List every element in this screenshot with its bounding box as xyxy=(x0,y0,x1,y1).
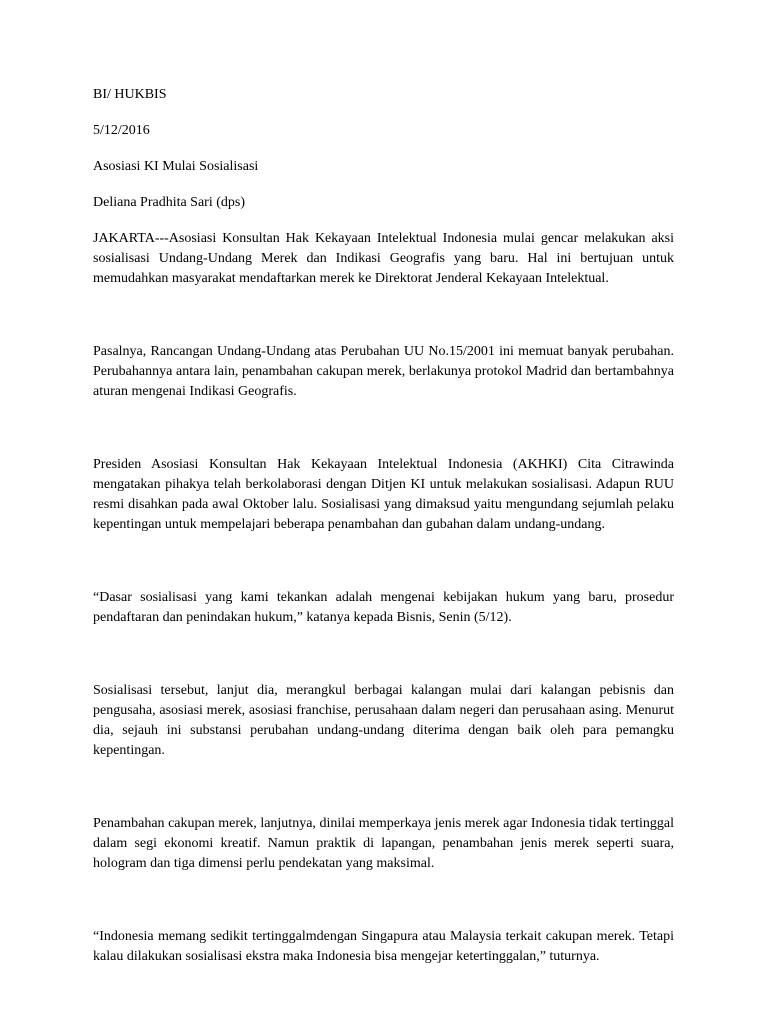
document-body xyxy=(93,85,674,967)
paragraph-7: “Indonesia memang sedikit tertinggalmdengan Singapura atau Malaysia terkait cakupan merek. Tetapi kalau dilakukan sosialisasi ekstra maka Indonesia bisa mengejar ketertinggalan,” tuturnya. xyxy=(93,929,674,964)
date-label: 5/12/2016 xyxy=(93,123,150,138)
author-byline: Deliana Pradhita Sari (dps) xyxy=(93,195,246,210)
paragraph-6: Penambahan cakupan merek, lanjutnya, dinilai memperkaya jenis merek agar Indonesia tidak tertinggal dalam segi ekonomi kreatif. Namun praktik di lapangan, penambahan jenis merek seperti suara, hologram dan tiga dimensi perlu pendekatan yang maksimal. xyxy=(93,816,674,871)
paragraph-1: JAKARTA---Asosiasi Konsultan Hak Kekayaan Intelektual Indonesia mulai gencar melakukan aksi sosialisasi Undang-Undang Merek dan Indikasi Geografis yang baru. Hal ini bertujuan untuk memudahkan masyarakat mendaftarkan merek ke Direktorat Jenderal Kekayaan Intelektual. xyxy=(93,231,674,286)
paragraph-2: Pasalnya, Rancangan Undang-Undang atas Perubahan UU No.15/2001 ini memuat banyak perubahan. Perubahannya antara lain, penambahan cakupan merek, berlakunya protokol Madrid dan bertambahnya aturan mengenai Indikasi Geografis. xyxy=(93,344,674,399)
paragraph-4: “Dasar sosialisasi yang kami tekankan adalah mengenai kebijakan hukum yang baru, prosedur pendaftaran dan penindakan hukum,” katanya kepada Bisnis, Senin (5/12). xyxy=(93,590,674,625)
paragraph-3: Presiden Asosiasi Konsultan Hak Kekayaan Intelektual Indonesia (AKHKI) Cita Citrawinda mengatakan pihakya telah berkolaborasi dengan Ditjen KI untuk melakukan sosialisasi. Adapun RUU resmi disahkan pada awal Oktober lalu. Sosialisasi yang dimaksud yaitu mengundang sejumlah pelaku kepentingan untuk mempelajari beberapa penambahan dan gubahan dalam undang-undang. xyxy=(93,457,674,532)
paragraph-5: Sosialisasi tersebut, lanjut dia, merangkul berbagai kalangan mulai dari kalangan pebisnis dan pengusaha, asosiasi merek, asosiasi franchise, perusahaan dalam negeri dan perusahaan asing. Menurut dia, sejauh ini substansi perubahan undang-undang diterima dengan baik oleh para pemangku kepentingan. xyxy=(93,683,674,758)
headline: Asosiasi KI Mulai Sosialisasi xyxy=(93,159,259,174)
desk-label: BI/ HUKBIS xyxy=(93,87,167,102)
